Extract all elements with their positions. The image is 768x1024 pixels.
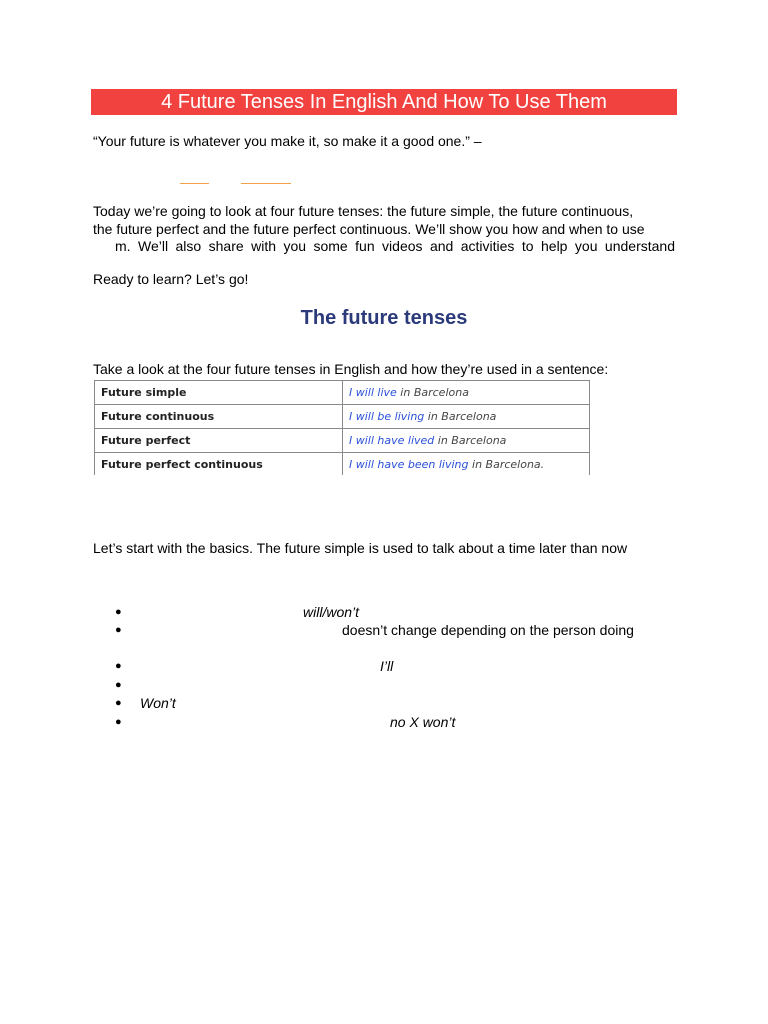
list-item-text: will/won’t	[303, 604, 360, 620]
intro-word: some	[313, 238, 348, 254]
list-item-text: doesn’t change depending on the person doing	[342, 622, 634, 638]
bullet-icon: ●	[115, 716, 122, 728]
basics-paragraph: Let’s start with the basics. The future simple is used to talk about a time later than now	[93, 540, 628, 556]
intro-word: to	[521, 238, 534, 254]
table-row	[95, 405, 590, 429]
table-intro-text: Take a look at the four future tenses in English and how they’re used in a sentence:	[93, 361, 609, 377]
bullet-icon: ●	[115, 606, 122, 618]
tense-example	[343, 405, 590, 429]
bullet-icon: ●	[115, 697, 122, 709]
list-item-text: I’ll	[380, 658, 394, 674]
intro-word: and	[429, 238, 454, 254]
example-rest: in Barcelona	[424, 410, 497, 423]
bullet-icon: ●	[115, 679, 122, 691]
ready-text: Ready to learn? Let’s go!	[93, 271, 249, 287]
tense-name: Future perfect	[95, 429, 343, 453]
intro-word: understand	[604, 238, 675, 254]
quote-author-rule-2	[241, 183, 291, 184]
title-banner	[91, 89, 677, 115]
tense-name: Future perfect continuous	[95, 453, 343, 476]
intro-word: videos	[382, 238, 423, 254]
tense-example	[343, 381, 590, 405]
intro-line-3	[93, 238, 675, 256]
example-verb: I will have lived	[349, 434, 435, 447]
example-verb: I will have been living	[349, 457, 469, 471]
intro-word: fun	[355, 238, 375, 254]
quote-author-rule-1	[180, 183, 209, 184]
table-row	[95, 381, 590, 405]
intro-word: with	[251, 238, 277, 254]
list-item-text: no X won’t	[390, 714, 456, 730]
intro-word: activities	[460, 238, 515, 254]
tense-example	[343, 429, 590, 453]
future-tenses-table	[94, 380, 590, 475]
quote-text: “Your future is whatever you make it, so make it a good one.” –	[93, 133, 482, 149]
example-rest: in Barcelona	[434, 434, 507, 447]
section-heading: The future tenses	[300, 307, 468, 329]
table-row	[95, 453, 590, 476]
page-title: 4 Future Tenses In English And How To Use Them	[161, 91, 607, 113]
tense-name: Future simple	[95, 381, 343, 405]
list-item-text: Won’t	[140, 695, 176, 711]
bullet-icon: ●	[115, 624, 122, 636]
tense-example	[343, 453, 590, 476]
example-rest: in Barcelona	[396, 386, 469, 399]
tense-name: Future continuous	[95, 405, 343, 429]
intro-word: We’ll	[138, 238, 169, 254]
intro-word: you	[283, 238, 307, 254]
intro-line-1: Today we’re going to look at four future tenses: the future simple, the future continuous,	[93, 203, 634, 219]
example-rest: in Barcelona.	[468, 457, 545, 471]
intro-word: also	[175, 238, 202, 254]
example-verb: I will live	[349, 386, 397, 399]
intro-word: share	[208, 238, 244, 254]
table-row	[95, 429, 590, 453]
intro-word: help	[541, 238, 568, 254]
bullet-icon: ●	[115, 660, 122, 672]
intro-word: you	[574, 238, 598, 254]
intro-line-2: the future perfect and the future perfect continuous. We’ll show you how and when to use	[93, 220, 645, 237]
intro-paragraph	[93, 203, 675, 256]
example-verb: I will be living	[349, 410, 425, 423]
intro-word: m.	[115, 238, 131, 254]
